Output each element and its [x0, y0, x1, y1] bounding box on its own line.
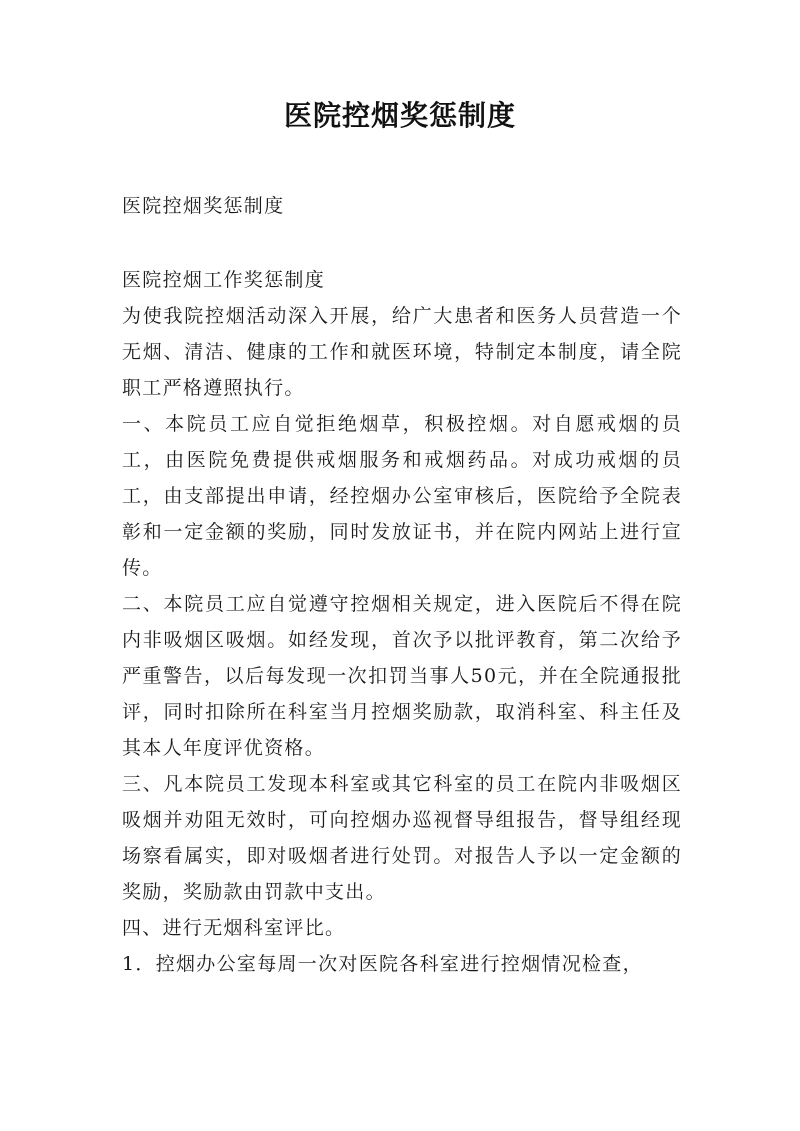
clause-2-paragraph: 二、本院员工应自觉遵守控烟相关规定，进入医院后不得在院内非吸烟区吸烟。如经发现，首次予以批评教育，第二次给予严重警告，以后每发现一次扣罚当事人50元，并在全院通报批评，同时扣除所在科室当月控烟奖励款，取消科室、科主任及其本人年度评优资格。 [122, 593, 682, 759]
clause-1-paragraph: 一、本院员工应自觉拒绝烟草，积极控烟。对自愿戒烟的员工，由医院免费提供戒烟服务和戒烟药品。对成功戒烟的员工，由支部提出申请，经控烟办公室审核后，医院给予全院表彰和一定金额的奖励，同时发放证书，并在院内网站上进行宣传。 [122, 413, 682, 579]
document-body [122, 262, 682, 982]
document-title: 医院控烟奖惩制度 [283, 99, 516, 132]
intro-paragraph: 为使我院控烟活动深入开展，给广大患者和医务人员营造一个无烟、清洁、健康的工作和就医环境，特制定本制度，请全院职工严格遵照执行。 [122, 305, 682, 399]
clause-3-paragraph: 三、凡本院员工发现本科室或其它科室的员工在院内非吸烟区吸烟并劝阻无效时，可向控烟办巡视督导组报告，督导组经现场察看属实，即对吸烟者进行处罚。对报告人予以一定金额的奖励，奖励款由罚款中支出。 [122, 773, 682, 903]
clause-4-paragraph: 四、进行无烟科室评比。 [122, 917, 346, 939]
clause-4-item-1-paragraph: 1．控烟办公室每周一次对医院各科室进行控烟情况检查， [122, 953, 643, 975]
section-heading: 医院控烟工作奖惩制度 [122, 269, 326, 291]
document-subtitle: 医院控烟奖惩制度 [122, 195, 285, 217]
